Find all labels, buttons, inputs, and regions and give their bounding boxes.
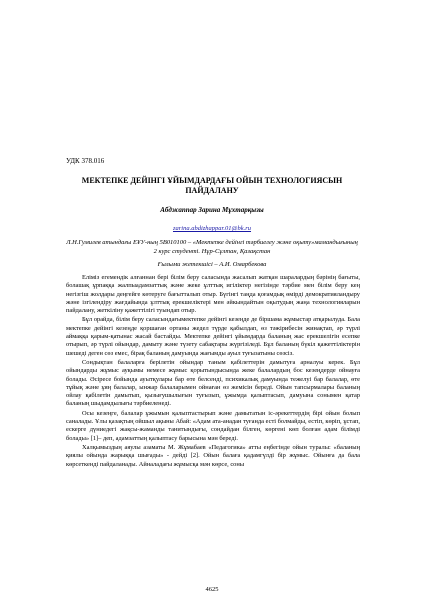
author-name: Абджаппар Зарина Мұхтарқызы xyxy=(160,206,264,214)
scientific-advisor: Ғылыми жетекшісі – А.И. Омарбекова xyxy=(157,261,267,268)
paragraph: Осы кезеңге, балалар ұжымын қалыптастырып және дамытатын іс-әрекеттердің бірі ойын болып саналады. Ұлы қазақтың ойшыл ақыны Абай: «Адам ата-анадан туғанда есті болмайды, естіп, көріп, ұстап, ескерге дүниедегі жақсы-жаманды танитындығы, сондайдан білген, көргені көп болған адам білімді болады» [1]– деп, адамзаттың қалыптасу барысына мән береді. xyxy=(66,409,360,442)
udk-code: УДК 378.016 xyxy=(66,157,105,165)
paragraph: Еліміз егемендік алғаннан бері білім беру саласында жасалып жатқан шаралардың бәрінің бағыты, болашақ ұрпаққа жалпыадамзаттық және жеке ұлттық игіліктер негізінде тәрбие мен білім беру кең негізгіш жолдары деңгейге көтеруге бағытталып отыр. Бүгінгі таңда қоғамдық өмірді демократияландыру және ізгілендіру жағдайында ұлттық ерекшеліктері мен әйкындайтын оқытудың жаңа технологияларын пайдалану, жеткіліну қажеттілігі туындап отыр. xyxy=(66,274,360,315)
article-title: МЕКТЕПКЕ ДЕЙІНГІ ҰЙЫМДАРДАҒЫ ОЙЫН ТЕХНОЛОГИЯСЫН ПАЙДАЛАНУ xyxy=(81,176,343,195)
article-body xyxy=(66,274,360,470)
paragraph: Халқымыздың аяулы азаматы М. Жұмабаев «Педагогика» атты еңбегінде ойын туралы: «баланың қиялы ойында жарыққа шығады» - дейді [2]. Ойын балаға қадамгүлді бір жұмыс. Ойынға да бала көрсеткенді пайдаланады. Айналадағы жұмысқа мән көрсе, соны xyxy=(66,443,360,468)
paragraph: Сондықтан балаларға берілетін ойындар таным қабілеттерін дамытуға арналуы керек. Бұл ойындарды жұмыс ауқымы немесе жұмыс қорытындысында жеке балалардың бос кезеңдерде ойнауға болады. Әсіресе бойында ауытқулары бар өте белсенді, психикалық дамуында тежелуі бар балалар, өте тұйық және ұяң балалар, ынжар балаларымен ойнаған өз жемісін береді. Ойын тапсырмалары баланың ойлау қабілетін дамытып, қызығушылығын туғызып, ұжымда қалыптасып, дамуына сонымен қатар баланың шыдамдылығы тәрбиеленеді. xyxy=(66,358,360,408)
author-email-link[interactable]: zarina.abdizhappar.01@bk.ru xyxy=(172,225,252,232)
page-number: 4625 xyxy=(205,586,219,593)
paragraph: Бұл орайда, білім беру саласындағымектепке дейінгі кезеңде де біршама жұмыстар атқарылуда. Бала мектепке дейінгі кезеңде қоршаған ортаны жедел түрде қабылдап, өз тәжірибесін жинақтап, әр түрлі аймаққа қарым-қатынас жасай бастайды. Мектепке дейінгі ұйымдарда баланың жас ерекшелігін есепке отырып, әр түрлі ойындар, дамыту және түзету сабақтары жүргізіледі. Бұл баланың бүкіл қажеттіліктерін шешеді деген сөз емес, бірақ баланың дамуында жағымды ауыл туғызатыны сөзсіз. xyxy=(66,316,360,357)
author-affiliation: Л.Н.Гумилев атындағы ЕҰУ-ның 5В010100 – «Мектепке дейінгі тәрбиелеу және оқыту»мамандығының 2 курс студенті. Нұр-Сұлтан, Қазақстан xyxy=(66,239,358,255)
